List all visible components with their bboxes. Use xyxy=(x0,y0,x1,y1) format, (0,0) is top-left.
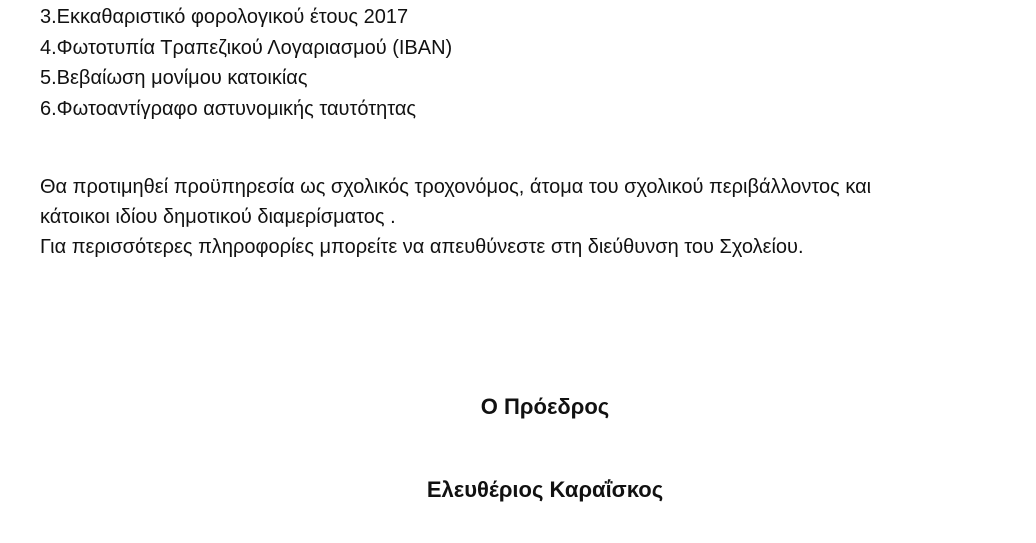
note-line: κάτοικοι ιδίου δημοτικού διαμερίσματος . xyxy=(40,206,396,228)
list-item: 3.Εκκαθαριστικό φορολογικού έτους 2017 xyxy=(40,6,409,28)
list-item: 5.Βεβαίωση μονίμου κατοικίας xyxy=(40,67,308,89)
requirements-list xyxy=(40,2,452,124)
list-item: 4.Φωτοτυπία Τραπεζικού Λογαριασμού (IBAN) xyxy=(40,36,453,59)
signature-title: Ο Πρόεδρος xyxy=(480,394,610,419)
notes-paragraph xyxy=(40,172,1030,262)
note-line: Θα προτιμηθεί προϋπηρεσία ως σχολικός τροχονόμος, άτομα του σχολικού περιβάλλοντος και xyxy=(40,176,872,198)
list-item: 6.Φωτοαντίγραφο αστυνομικής ταυτότητας xyxy=(40,97,417,120)
note-line: Για περισσότερες πληροφορίες μπορείτε να απευθύνεστε στη διεύθυνση του Σχολείου. xyxy=(40,236,804,258)
signature-name: Ελευθέριος Καραΐσκος xyxy=(426,477,664,502)
